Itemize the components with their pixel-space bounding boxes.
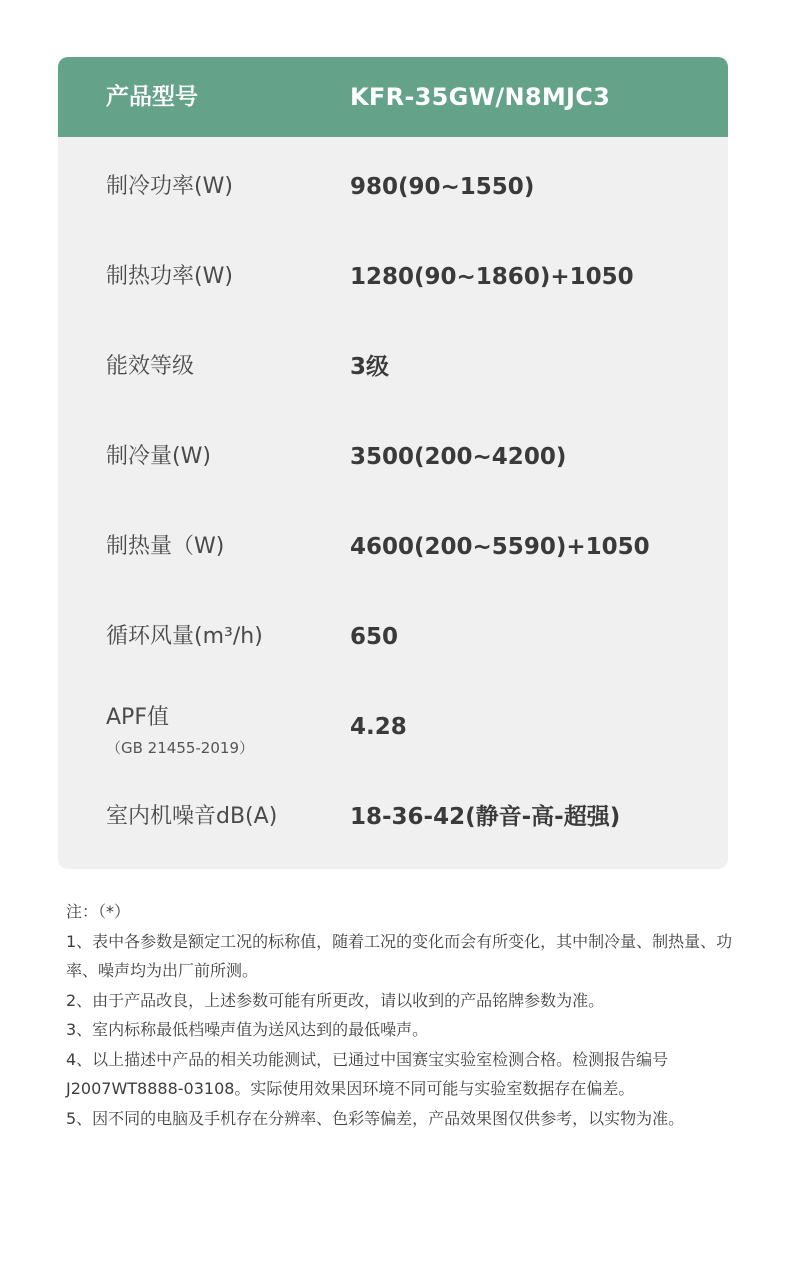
- spec-value: 980(90~1550): [350, 174, 535, 200]
- spec-label: 循环风量(m³/h): [106, 624, 263, 649]
- note-item: 5、因不同的电脑及手机存在分辨率、色彩等偏差，产品效果图仅供参考，以实物为准。: [66, 1108, 685, 1128]
- note-item: 4、以上描述中产品的相关功能测试，已通过中国赛宝实验室检测合格。检测报告编号J2007WT8888-03108。实际使用效果因环境不同可能与实验室数据存在偏差。: [66, 1049, 669, 1098]
- model-label: 产品型号: [106, 84, 198, 110]
- spec-value: 4.28: [350, 714, 407, 740]
- notes-section: [66, 897, 734, 1133]
- notes-title: 注：（*）: [66, 902, 131, 921]
- spec-label: APF值: [106, 705, 169, 730]
- spec-sublabel: （GB 21455-2019）: [106, 739, 254, 757]
- spec-row-energy-grade: [58, 322, 728, 412]
- spec-table: [58, 57, 728, 869]
- spec-label: 制热量（W): [106, 534, 225, 559]
- spec-value: 18-36-42(静音-高-超强): [350, 804, 621, 830]
- note-item: 2、由于产品改良，上述参数可能有所更改，请以收到的产品铭牌参数为准。: [66, 990, 605, 1010]
- spec-row-heating-capacity: [58, 502, 728, 592]
- spec-value: 3级: [350, 354, 390, 380]
- spec-label: 制冷量(W): [106, 444, 211, 469]
- spec-value: 650: [350, 624, 399, 650]
- spec-row-noise: [58, 772, 728, 862]
- spec-label: 室内机噪音dB(A): [106, 804, 278, 829]
- spec-row-airflow: [58, 592, 728, 682]
- spec-table-header: [58, 57, 728, 137]
- note-item: 1、表中各参数是额定工况的标称值，随着工况的变化而会有所变化，其中制冷量、制热量、功率、噪声均为出厂前所测。: [66, 931, 733, 980]
- spec-value: 4600(200~5590)+1050: [350, 534, 650, 560]
- model-value: KFR-35GW/N8MJC3: [350, 83, 611, 111]
- spec-value: 1280(90~1860)+1050: [350, 264, 634, 290]
- spec-label: 制热功率(W): [106, 264, 233, 289]
- spec-value: 3500(200~4200): [350, 444, 567, 470]
- spec-row-cooling-capacity: [58, 412, 728, 502]
- spec-row-apf: [58, 682, 728, 772]
- note-item: 3、室内标称最低档噪声值为送风达到的最低噪声。: [66, 1020, 429, 1039]
- spec-label: 制冷功率(W): [106, 174, 233, 199]
- spec-row-heating-power: [58, 232, 728, 322]
- spec-row-cooling-power: [58, 142, 728, 232]
- spec-label: 能效等级: [106, 354, 195, 379]
